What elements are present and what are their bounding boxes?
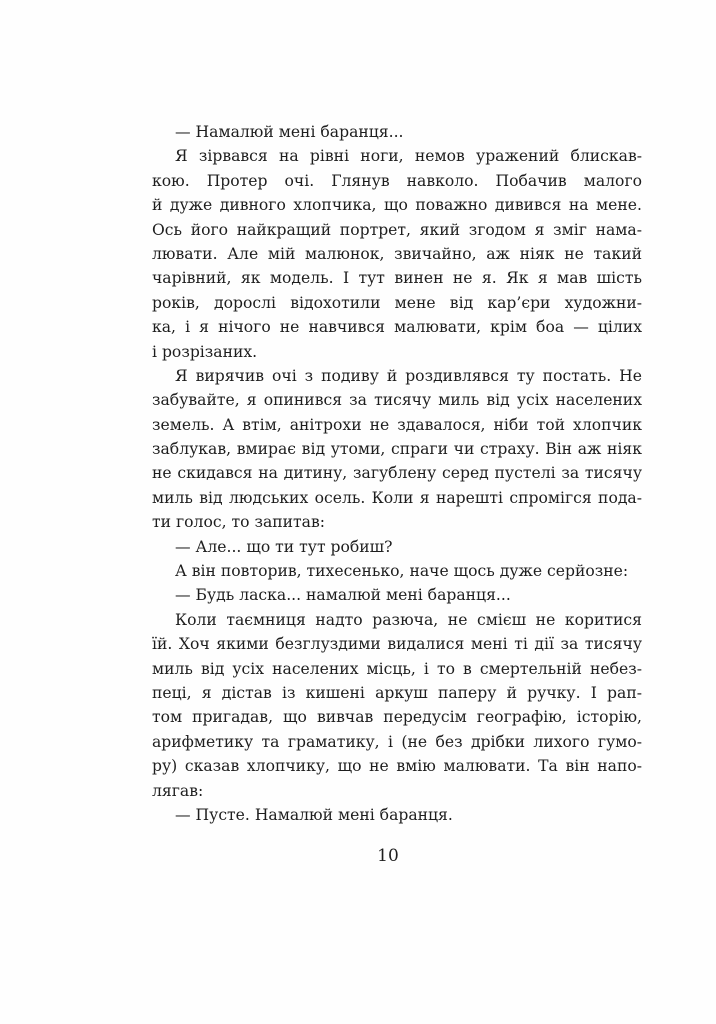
- text-line: ти голос, то запитав:: [152, 513, 325, 532]
- narration-paragraph: [152, 144, 642, 364]
- text-line: — Намалюй мені баранця...: [175, 123, 404, 141]
- text-line: пеці, я дістав із кишені аркуш паперу й ручку. І рап-: [152, 683, 642, 702]
- text-line: їй. Хоч якими безглуздими видалися мені ті дії за тисячу: [152, 635, 642, 654]
- text-line: А він повторив, тихесенько, наче щось дуже серйозне:: [175, 562, 629, 581]
- text-line: чарівний, як модель. І тут винен не я. Як я мав шість: [152, 269, 642, 288]
- dialogue-paragraph: [152, 120, 642, 144]
- text-line: — Але... що ти тут робиш?: [175, 537, 393, 556]
- narration-paragraph: [152, 559, 642, 583]
- text-line: років, дорослі відохотили мене від кар’єри художни-: [152, 293, 642, 312]
- text-line: Коли таємниця надто разюча, не смієш не коритися: [175, 610, 642, 629]
- text-line: Я зірвався на рівні ноги, немов уражений блискав-: [175, 147, 642, 166]
- text-line: — Будь ласка... намалюй мені баранця...: [175, 586, 511, 605]
- dialogue-paragraph: [152, 583, 642, 607]
- text-line: земель. А втім, анітрохи не здавалося, ніби той хлопчик: [152, 415, 642, 434]
- text-line: і розрізаних.: [152, 342, 258, 361]
- dialogue-paragraph: [152, 535, 642, 559]
- text-line: миль від людських осель. Коли я нарешті спромігся пода-: [152, 488, 642, 507]
- page-number: 10: [377, 846, 399, 866]
- text-line: Я вирячив очі з подиву й роздивлявся ту постать. Не: [175, 366, 642, 385]
- text-line: лювати. Але мій малюнок, звичайно, аж ніяк не такий: [152, 244, 642, 263]
- text-line: забувайте, я опинився за тисячу миль від усіх населених: [152, 391, 642, 410]
- text-line: й дуже дивного хлопчика, що поважно дивився на мене.: [152, 196, 642, 215]
- narration-paragraph: [152, 364, 642, 535]
- text-line: — Пусте. Намалюй мені баранця.: [175, 805, 453, 824]
- text-line: миль від усіх населених місць, і то в смертельній небез-: [152, 659, 642, 678]
- text-line: ка, і я нічого не навчився малювати, крім боа — цілих: [152, 318, 642, 337]
- text-line: заблукав, вмирає від утоми, спраги чи страху. Він аж ніяк: [152, 440, 642, 459]
- dialogue-paragraph: [152, 803, 642, 827]
- narration-paragraph: [152, 608, 642, 803]
- page-body-text: [152, 120, 642, 827]
- text-line: ру) сказав хлопчику, що не вмію малювати. Та він напо-: [152, 757, 642, 776]
- text-line: не скидався на дитину, загублену серед пустелі за тисячу: [152, 464, 642, 483]
- text-line: кою. Протер очі. Глянув навколо. Побачив малого: [152, 171, 642, 190]
- text-line: Ось його найкращий портрет, який згодом я зміг нама-: [152, 220, 642, 239]
- text-line: лягав:: [152, 781, 204, 800]
- text-line: том пригадав, що вивчав передусім географію, історію,: [152, 708, 642, 727]
- text-line: арифметику та граматику, і (не без дрібки лихого гумо-: [152, 732, 642, 751]
